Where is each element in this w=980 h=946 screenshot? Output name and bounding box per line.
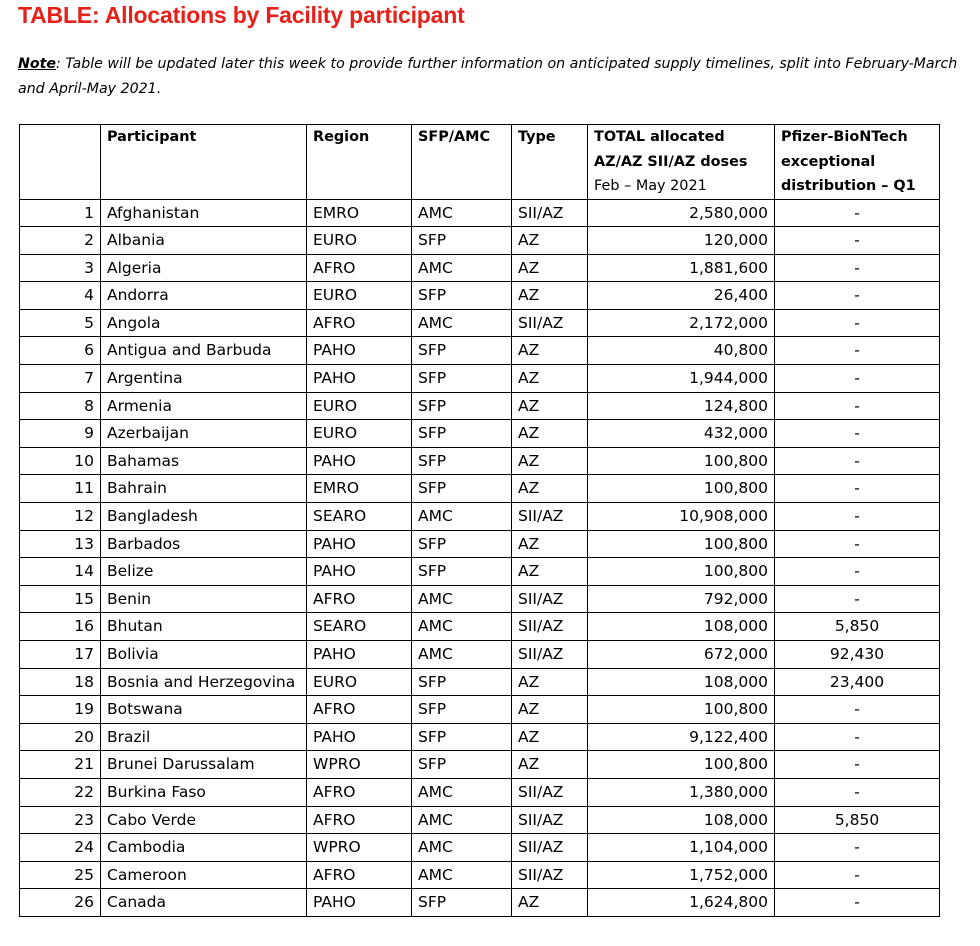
type-cell: AZ [512, 227, 588, 255]
sfp-amc-cell: AMC [412, 309, 512, 337]
pfizer-cell: - [775, 337, 940, 365]
page-title: TABLE: Allocations by Facility participant [18, 2, 465, 28]
table-row [20, 447, 940, 475]
pfizer-cell: - [775, 282, 940, 310]
type-cell: AZ [512, 337, 588, 365]
sfp-amc-cell: AMC [412, 585, 512, 613]
pfizer-cell: 5,850 [775, 613, 940, 641]
header-sfp-amc: SFP/AMC [412, 125, 512, 200]
type-cell: SII/AZ [512, 806, 588, 834]
participant-cell: Canada [101, 889, 307, 917]
pfizer-cell: - [775, 751, 940, 779]
table-row [20, 530, 940, 558]
sfp-amc-cell: AMC [412, 861, 512, 889]
row-number: 11 [20, 475, 101, 503]
total-doses-cell: 40,800 [588, 337, 775, 365]
type-cell: SII/AZ [512, 861, 588, 889]
participant-cell: Barbados [101, 530, 307, 558]
pfizer-cell: - [775, 420, 940, 448]
type-cell: AZ [512, 889, 588, 917]
row-number: 1 [20, 199, 101, 227]
table-row [20, 696, 940, 724]
pfizer-cell: 92,430 [775, 641, 940, 669]
type-cell: AZ [512, 420, 588, 448]
total-doses-cell: 108,000 [588, 668, 775, 696]
total-doses-cell: 124,800 [588, 392, 775, 420]
total-doses-cell: 108,000 [588, 613, 775, 641]
total-doses-cell: 1,624,800 [588, 889, 775, 917]
type-cell: AZ [512, 696, 588, 724]
table-row [20, 723, 940, 751]
row-number: 5 [20, 309, 101, 337]
row-number: 26 [20, 889, 101, 917]
sfp-amc-cell: SFP [412, 751, 512, 779]
sfp-amc-cell: AMC [412, 641, 512, 669]
pfizer-cell: - [775, 503, 940, 531]
table-row [20, 392, 940, 420]
pfizer-cell: - [775, 696, 940, 724]
row-number: 24 [20, 834, 101, 862]
region-cell: PAHO [307, 365, 412, 393]
table-row [20, 889, 940, 917]
participant-cell: Bhutan [101, 613, 307, 641]
total-doses-cell: 1,881,600 [588, 254, 775, 282]
header-total-line1: TOTAL allocated [594, 129, 725, 145]
sfp-amc-cell: AMC [412, 613, 512, 641]
note-text: : Table will be updated later this week to provide further information on anticipated supply timelines, split into February-March and April-May 2021. [18, 56, 958, 97]
sfp-amc-cell: AMC [412, 254, 512, 282]
pfizer-cell: 5,850 [775, 806, 940, 834]
header-total-line2: AZ/AZ SII/AZ doses [594, 153, 748, 170]
header-number [20, 125, 101, 200]
table-row [20, 503, 940, 531]
region-cell: EMRO [307, 475, 412, 503]
type-cell: AZ [512, 447, 588, 475]
pfizer-cell: - [775, 447, 940, 475]
sfp-amc-cell: SFP [412, 282, 512, 310]
row-number: 15 [20, 585, 101, 613]
sfp-amc-cell: SFP [412, 696, 512, 724]
table-row [20, 227, 940, 255]
row-number: 21 [20, 751, 101, 779]
pfizer-cell: - [775, 365, 940, 393]
sfp-amc-cell: SFP [412, 447, 512, 475]
type-cell: AZ [512, 558, 588, 586]
participant-cell: Albania [101, 227, 307, 255]
header-pfizer [775, 125, 940, 200]
sfp-amc-cell: SFP [412, 365, 512, 393]
sfp-amc-cell: SFP [412, 227, 512, 255]
header-participant: Participant [101, 125, 307, 200]
region-cell: AFRO [307, 585, 412, 613]
total-doses-cell: 26,400 [588, 282, 775, 310]
row-number: 16 [20, 613, 101, 641]
pfizer-cell: - [775, 585, 940, 613]
participant-cell: Algeria [101, 254, 307, 282]
total-doses-cell: 1,752,000 [588, 861, 775, 889]
row-number: 17 [20, 641, 101, 669]
total-doses-cell: 672,000 [588, 641, 775, 669]
region-cell: EMRO [307, 199, 412, 227]
header-pfizer-line3: distribution – Q1 [781, 178, 916, 194]
pfizer-cell: - [775, 530, 940, 558]
participant-cell: Burkina Faso [101, 778, 307, 806]
table-row [20, 365, 940, 393]
sfp-amc-cell: AMC [412, 503, 512, 531]
region-cell: EURO [307, 227, 412, 255]
sfp-amc-cell: SFP [412, 530, 512, 558]
type-cell: AZ [512, 723, 588, 751]
type-cell: SII/AZ [512, 641, 588, 669]
participant-cell: Brunei Darussalam [101, 751, 307, 779]
participant-cell: Botswana [101, 696, 307, 724]
type-cell: SII/AZ [512, 503, 588, 531]
type-cell: SII/AZ [512, 199, 588, 227]
pfizer-cell: - [775, 558, 940, 586]
header-total-line3: Feb – May 2021 [594, 178, 707, 194]
table-row [20, 806, 940, 834]
total-doses-cell: 10,908,000 [588, 503, 775, 531]
participant-cell: Angola [101, 309, 307, 337]
row-number: 12 [20, 503, 101, 531]
pfizer-cell: - [775, 475, 940, 503]
row-number: 9 [20, 420, 101, 448]
sfp-amc-cell: AMC [412, 778, 512, 806]
row-number: 8 [20, 392, 101, 420]
total-doses-cell: 120,000 [588, 227, 775, 255]
total-doses-cell: 108,000 [588, 806, 775, 834]
total-doses-cell: 100,800 [588, 447, 775, 475]
sfp-amc-cell: SFP [412, 889, 512, 917]
type-cell: AZ [512, 282, 588, 310]
pfizer-cell: - [775, 309, 940, 337]
sfp-amc-cell: AMC [412, 834, 512, 862]
row-number: 3 [20, 254, 101, 282]
table-row [20, 778, 940, 806]
sfp-amc-cell: SFP [412, 337, 512, 365]
type-cell: SII/AZ [512, 778, 588, 806]
participant-cell: Bahamas [101, 447, 307, 475]
pfizer-cell: - [775, 392, 940, 420]
participant-cell: Azerbaijan [101, 420, 307, 448]
table-row [20, 641, 940, 669]
sfp-amc-cell: SFP [412, 392, 512, 420]
total-doses-cell: 2,580,000 [588, 199, 775, 227]
participant-cell: Bosnia and Herzegovina [101, 668, 307, 696]
table-row [20, 337, 940, 365]
row-number: 18 [20, 668, 101, 696]
row-number: 25 [20, 861, 101, 889]
table-row [20, 420, 940, 448]
type-cell: SII/AZ [512, 613, 588, 641]
region-cell: EURO [307, 668, 412, 696]
table-row [20, 309, 940, 337]
table-row [20, 613, 940, 641]
table-row [20, 585, 940, 613]
region-cell: EURO [307, 420, 412, 448]
row-number: 22 [20, 778, 101, 806]
pfizer-cell: - [775, 199, 940, 227]
table-row [20, 558, 940, 586]
header-row [20, 125, 940, 200]
total-doses-cell: 100,800 [588, 751, 775, 779]
row-number: 13 [20, 530, 101, 558]
pfizer-cell: - [775, 723, 940, 751]
region-cell: PAHO [307, 447, 412, 475]
type-cell: AZ [512, 668, 588, 696]
participant-cell: Cabo Verde [101, 806, 307, 834]
participant-cell: Bolivia [101, 641, 307, 669]
total-doses-cell: 100,800 [588, 475, 775, 503]
row-number: 6 [20, 337, 101, 365]
participant-cell: Bahrain [101, 475, 307, 503]
type-cell: AZ [512, 530, 588, 558]
table-row [20, 668, 940, 696]
header-type: Type [512, 125, 588, 200]
region-cell: SEARO [307, 503, 412, 531]
table-row [20, 751, 940, 779]
participant-cell: Cambodia [101, 834, 307, 862]
row-number: 23 [20, 806, 101, 834]
participant-cell: Antigua and Barbuda [101, 337, 307, 365]
sfp-amc-cell: SFP [412, 723, 512, 751]
type-cell: AZ [512, 475, 588, 503]
type-cell: AZ [512, 254, 588, 282]
participant-cell: Argentina [101, 365, 307, 393]
row-number: 2 [20, 227, 101, 255]
total-doses-cell: 432,000 [588, 420, 775, 448]
region-cell: WPRO [307, 834, 412, 862]
total-doses-cell: 100,800 [588, 696, 775, 724]
sfp-amc-cell: SFP [412, 475, 512, 503]
sfp-amc-cell: AMC [412, 806, 512, 834]
region-cell: PAHO [307, 337, 412, 365]
participant-cell: Cameroon [101, 861, 307, 889]
participant-cell: Benin [101, 585, 307, 613]
row-number: 7 [20, 365, 101, 393]
total-doses-cell: 9,122,400 [588, 723, 775, 751]
total-doses-cell: 100,800 [588, 558, 775, 586]
region-cell: AFRO [307, 254, 412, 282]
sfp-amc-cell: SFP [412, 558, 512, 586]
row-number: 20 [20, 723, 101, 751]
type-cell: SII/AZ [512, 309, 588, 337]
region-cell: EURO [307, 392, 412, 420]
table-row [20, 861, 940, 889]
note-paragraph [18, 52, 963, 102]
participant-cell: Andorra [101, 282, 307, 310]
region-cell: PAHO [307, 723, 412, 751]
header-region: Region [307, 125, 412, 200]
row-number: 4 [20, 282, 101, 310]
type-cell: SII/AZ [512, 834, 588, 862]
sfp-amc-cell: SFP [412, 668, 512, 696]
region-cell: AFRO [307, 806, 412, 834]
participant-cell: Brazil [101, 723, 307, 751]
header-pfizer-line2: exceptional [781, 153, 876, 170]
table-row [20, 254, 940, 282]
pfizer-cell: 23,400 [775, 668, 940, 696]
pfizer-cell: - [775, 227, 940, 255]
sfp-amc-cell: AMC [412, 199, 512, 227]
total-doses-cell: 792,000 [588, 585, 775, 613]
note-label: Note [18, 56, 57, 72]
total-doses-cell: 1,380,000 [588, 778, 775, 806]
type-cell: AZ [512, 365, 588, 393]
row-number: 14 [20, 558, 101, 586]
participant-cell: Bangladesh [101, 503, 307, 531]
total-doses-cell: 1,944,000 [588, 365, 775, 393]
row-number: 19 [20, 696, 101, 724]
total-doses-cell: 100,800 [588, 530, 775, 558]
table-body [20, 199, 940, 916]
region-cell: AFRO [307, 778, 412, 806]
pfizer-cell: - [775, 889, 940, 917]
region-cell: PAHO [307, 889, 412, 917]
total-doses-cell: 2,172,000 [588, 309, 775, 337]
region-cell: PAHO [307, 558, 412, 586]
type-cell: AZ [512, 392, 588, 420]
table-row [20, 199, 940, 227]
region-cell: EURO [307, 282, 412, 310]
region-cell: AFRO [307, 309, 412, 337]
region-cell: WPRO [307, 751, 412, 779]
participant-cell: Afghanistan [101, 199, 307, 227]
region-cell: PAHO [307, 530, 412, 558]
table-row [20, 282, 940, 310]
table-row [20, 834, 940, 862]
pfizer-cell: - [775, 254, 940, 282]
allocations-table [19, 124, 940, 917]
region-cell: AFRO [307, 861, 412, 889]
participant-cell: Armenia [101, 392, 307, 420]
total-doses-cell: 1,104,000 [588, 834, 775, 862]
type-cell: SII/AZ [512, 585, 588, 613]
pfizer-cell: - [775, 861, 940, 889]
table-row [20, 475, 940, 503]
region-cell: SEARO [307, 613, 412, 641]
region-cell: PAHO [307, 641, 412, 669]
region-cell: AFRO [307, 696, 412, 724]
type-cell: AZ [512, 751, 588, 779]
sfp-amc-cell: SFP [412, 420, 512, 448]
header-total-allocated [588, 125, 775, 200]
participant-cell: Belize [101, 558, 307, 586]
pfizer-cell: - [775, 778, 940, 806]
row-number: 10 [20, 447, 101, 475]
header-pfizer-line1: Pfizer-BioNTech [781, 129, 908, 145]
pfizer-cell: - [775, 834, 940, 862]
